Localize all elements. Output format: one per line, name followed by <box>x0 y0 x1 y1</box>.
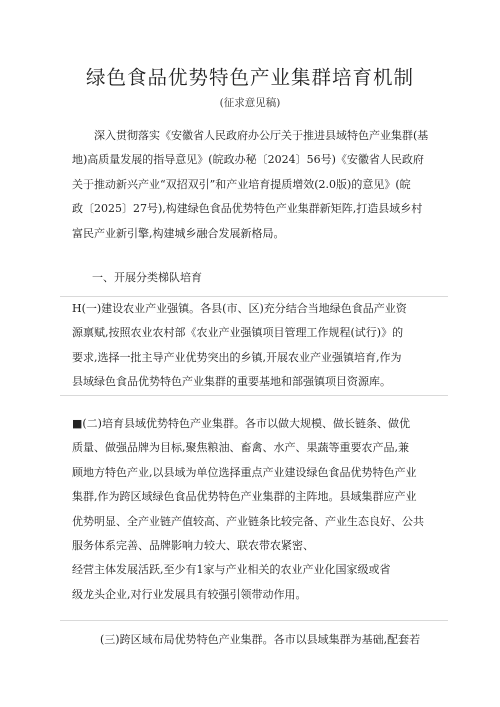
item-2-line-6: 服务体系完善、品牌影响力较大、联农带农紧密、 <box>72 539 314 553</box>
item-3-paragraph <box>100 628 420 652</box>
intro-line-1: 深入贯彻落实《安徽省人民政府办公厅关于推进县域特色产业集群(基 <box>94 129 429 142</box>
intro-paragraph <box>72 124 428 246</box>
section-heading-1: 一、开展分类梯队培育 <box>92 271 202 284</box>
item-1-line-4: 县域绿色食品优势特色产业集群的重要基地和部强镇项目资源库。 <box>72 375 391 389</box>
item-2-line-7: 经营主体发展活跃,至少有1家与产业相关的农业产业化国家级或省 <box>72 563 391 577</box>
document-title: 绿色食品优势特色产业集群培育机制 <box>85 66 414 89</box>
document-subtitle: (征求意见稿) <box>219 97 281 109</box>
item-2-paragraph <box>72 412 424 607</box>
item-2-line-8: 级龙头企业,对行业发展具有较强引领带动作用。 <box>72 587 307 601</box>
item-2-line-3: 顾地方特色产业,以县域为单位选择重点产业建设绿色食品优势特色产业 <box>72 465 417 479</box>
divider <box>60 395 448 396</box>
divider <box>60 620 448 621</box>
item-2-line-2: 质量、做强品牌为目标,聚焦粮油、畜禽、水产、果蔬等重要农产品,兼 <box>72 441 409 455</box>
intro-line-3: 关于推动新兴产业“双招双引”和产业培育提质增效(2.0版)的意见》(皖 <box>72 177 411 191</box>
intro-line-2: 地)高质量发展的指导意见》(皖政办秘〔2024〕56号)《安徽省人民政府 <box>72 153 424 167</box>
item-1-line-3: 要求,选择一批主导产业优势突出的乡镇,开展农业产业强镇培育,作为 <box>72 350 402 364</box>
item-3-line-1: (三)跨区域布局优势特色产业集群。各市以县域集群为基础,配套若 <box>100 633 421 646</box>
item-1-line-1: H(一)建设农业产业强镇。各县(市、区)充分结合当地绿色食品产业资 <box>72 302 407 315</box>
intro-line-4: 政〔2025〕27号),构建绿色食品优势特色产业集群新矩阵,打造县域乡村 <box>72 202 423 216</box>
item-1-line-2: 源禀赋,按照农业农村部《农业产业强镇项目管理工作规程(试行)》的 <box>72 326 404 340</box>
item-2-line-1: ■(二)培育县域优势特色产业集群。各市以做大规模、做长链条、做优 <box>72 417 410 430</box>
item-1-paragraph <box>72 297 407 395</box>
item-2-line-5: 优势明显、全产业链产值较高、产业链条比较完备、产业生态良好、公共 <box>72 514 424 528</box>
intro-line-5: 富民产业新引擎,构建城乡融合发展新格局。 <box>72 226 285 240</box>
item-2-line-4: 集群,作为跨区域绿色食品优势特色产业集群的主阵地。县域集群应产业 <box>72 490 417 504</box>
